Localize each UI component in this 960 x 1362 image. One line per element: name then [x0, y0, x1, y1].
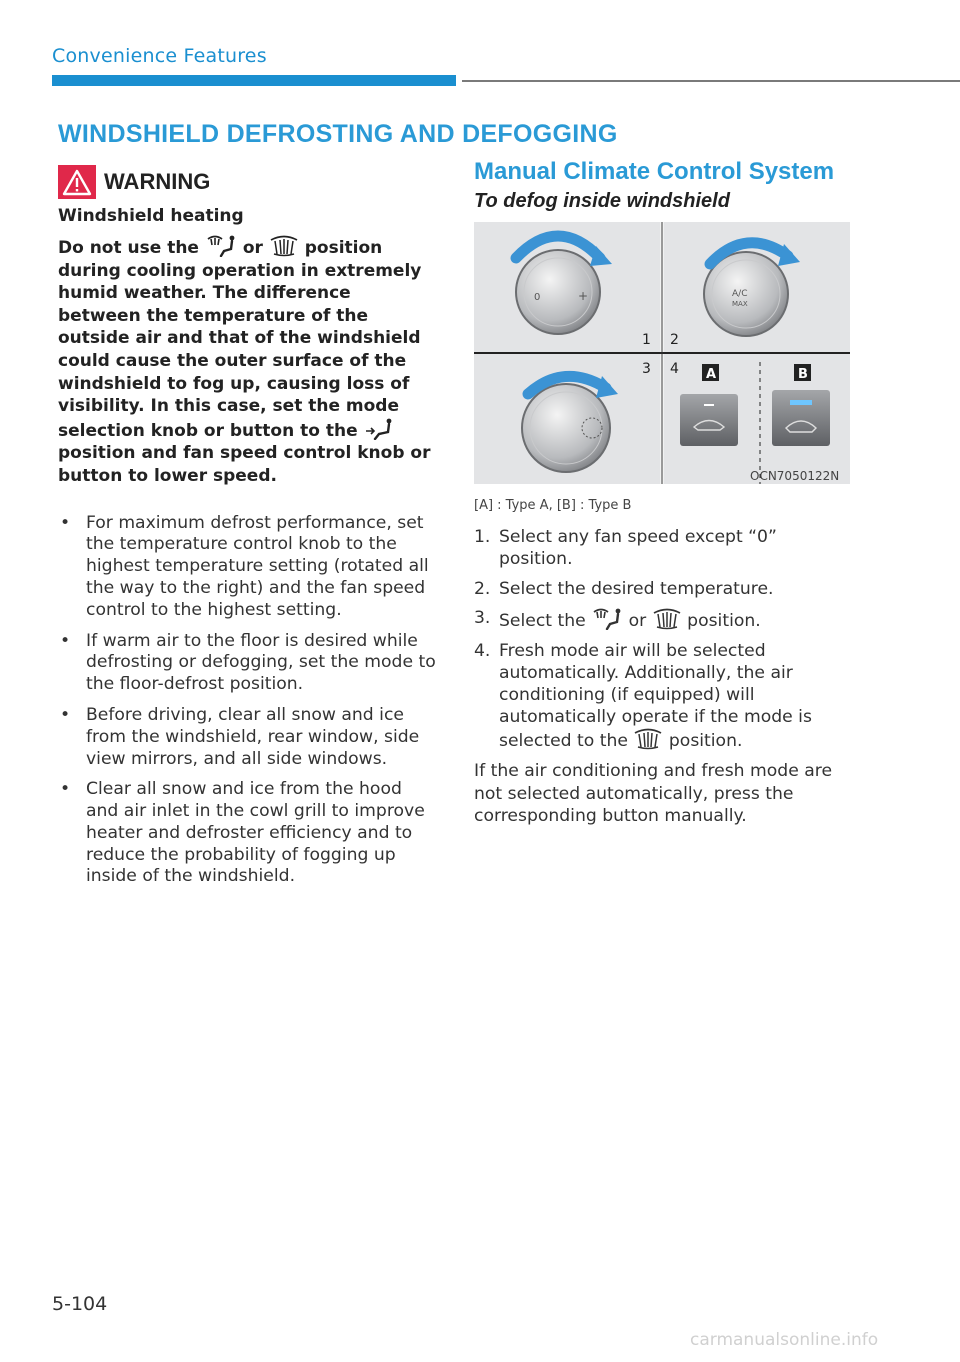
defrost-icon [633, 728, 663, 750]
warning-text-1: Do not use the [58, 238, 199, 258]
floor-icon [364, 418, 394, 440]
figure-label-3: 3 [642, 361, 651, 377]
header-title: Convenience Features [52, 45, 267, 67]
type-b-button [772, 390, 830, 446]
warning-subtitle: Windshield heating [58, 206, 244, 226]
step-item [474, 527, 854, 571]
warning-body [58, 235, 438, 488]
step-text: Select any fan speed except “0” position. [499, 527, 777, 569]
step-text-post: position. [687, 611, 761, 632]
figure-code: OCN7050122N [750, 469, 840, 483]
step-text: Select the desired temperature. [499, 578, 774, 599]
floor-defrost-icon [205, 235, 237, 257]
step-text-mid: or [628, 611, 647, 632]
figure-label-a: A [706, 367, 717, 382]
step-item [474, 608, 854, 633]
warning-text-2: or [242, 238, 263, 258]
knob-label-plus: + [578, 289, 589, 303]
list-item: • For maximum defrost performance, set the temperature control knob to the highest temperature setting (rotated all the way to the right) and the fan speed control to the highest setting. [58, 513, 438, 622]
header-bar-rule [462, 80, 960, 82]
warning-text-3: position during cooling operation in extremely humid weather. The difference between the temperature of the outside air and that of the windshield could cause the outer surface of the windshield to fog up, causing loss of visibility. In this case, set the mode selection knob or button to the [58, 238, 422, 441]
page-number: 5-104 [52, 1293, 108, 1315]
knob-label-max: MAX [732, 300, 748, 308]
subsection-subtitle: To defog inside windshield [474, 190, 730, 212]
right-column [474, 158, 854, 213]
step-text-pre: Select the [499, 611, 586, 632]
list-item: • If warm air to the floor is desired while defrosting or defogging, set the mode to the floor-defrost position. [58, 631, 438, 696]
step-item [474, 579, 854, 601]
floor-defrost-icon [591, 608, 623, 630]
warning-header [58, 164, 438, 200]
figure-label-1: 1 [642, 332, 651, 348]
bullet-list [58, 513, 438, 889]
warning-icon [58, 165, 96, 199]
list-item: • Before driving, clear all snow and ice from the windshield, rear window, side view mirrors, and all side windows. [58, 705, 438, 770]
figure-label-2: 2 [670, 332, 679, 348]
step-number: 1. [474, 527, 491, 547]
defrost-icon [652, 608, 682, 630]
step-number: 3. [474, 608, 491, 629]
step-item [474, 641, 854, 753]
left-column [58, 164, 438, 897]
knob-label-ac: A/C [732, 289, 748, 299]
figure-caption: [A] : Type A, [B] : Type B [474, 498, 632, 513]
step-number: 4. [474, 641, 491, 662]
steps-list [474, 527, 854, 828]
step-text-post: position. [668, 731, 743, 752]
step-number: 2. [474, 578, 491, 599]
list-item: • Clear all snow and ice from the hood and air inlet in the cowl grill to improve heater and defroster efficiency and to reduce the probability of fogging up inside of the windshield. [58, 779, 438, 888]
subsection-title: Manual Climate Control System [474, 158, 835, 185]
figure-label-4: 4 [670, 361, 679, 377]
body-paragraph: If the air conditioning and fresh mode are not selected automatically, press the corresponding button manually. [474, 761, 833, 827]
figure-label-b: B [798, 367, 808, 382]
defrost-icon [269, 235, 299, 257]
figure-illustration [474, 222, 850, 484]
knob-label-zero: 0 [534, 292, 541, 303]
header-bar-accent [52, 75, 456, 86]
step-text-pre: Fresh mode air will be selected automatically. Additionally, the air conditioning (if equipped) will automatically operate if the mode is selected to the [499, 641, 812, 752]
climate-control-figure [474, 222, 850, 484]
section-title: WINDSHIELD DEFROSTING AND DEFOGGING [58, 120, 618, 148]
warning-title: WARNING [104, 169, 211, 194]
watermark: carmanualsonline.info [690, 1330, 879, 1350]
warning-text-4: position and fan speed control knob or button to lower speed. [58, 443, 431, 486]
